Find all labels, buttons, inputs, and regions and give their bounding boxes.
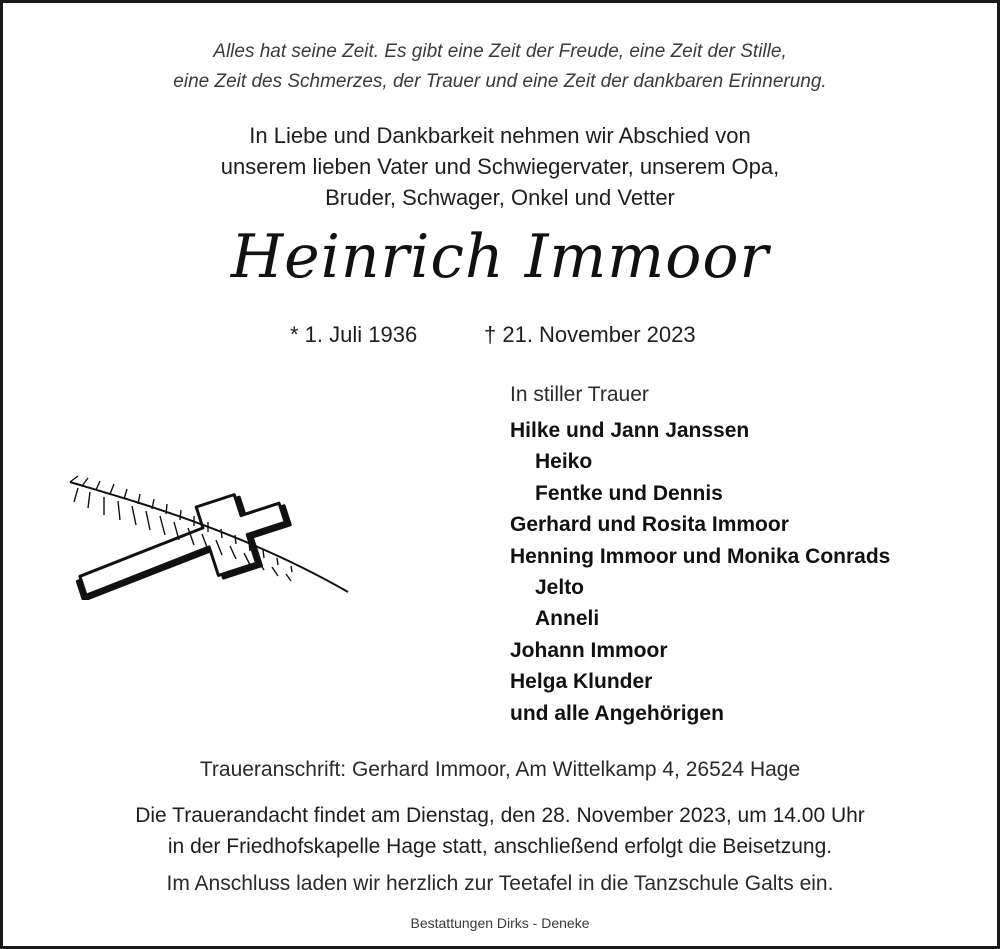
- motto: [0, 37, 1000, 97]
- motto-line: Alles hat seine Zeit. Es gibt eine Zeit der Freude, eine Zeit der Stille,: [213, 41, 787, 62]
- death-date: † 21. November 2023: [484, 322, 696, 347]
- birth-date: * 1. Juli 1936: [290, 322, 418, 347]
- service-line: Die Trauerandacht findet am Dienstag, den 28. November 2023, um 14.00 Uhr: [135, 804, 865, 827]
- mourner-name: Johann Immoor: [510, 638, 668, 662]
- mourner-name: Fentke und Dennis: [535, 481, 723, 505]
- mourner-name: Heiko: [535, 450, 593, 474]
- mourner-name: Anneli: [535, 607, 600, 631]
- invitation: Im Anschluss laden wir herzlich zur Teetafel in die Tanzschule Galts ein.: [166, 872, 834, 895]
- deceased-name: Heinrich Immoor: [230, 222, 770, 292]
- intro-line: In Liebe und Dankbarkeit nehmen wir Abschied von: [249, 123, 751, 148]
- mourner-name: Gerhard und Rosita Immoor: [510, 513, 789, 537]
- mourner-name: Hilke und Jann Janssen: [510, 419, 750, 442]
- mourner-name: und alle Angehörigen: [510, 701, 724, 725]
- mourner-name: Henning Immoor und Monika Conrads: [510, 544, 891, 568]
- cross-and-palm-frond-icon: [60, 470, 360, 605]
- mourner-name: Helga Klunder: [510, 670, 653, 694]
- mourners-list: [510, 378, 890, 729]
- service-line: in der Friedhofskapelle Hage statt, anschließend erfolgt die Beisetzung.: [167, 835, 833, 858]
- intro-text: [0, 120, 1000, 213]
- intro-line: unserem lieben Vater und Schwiegervater, unserem Opa,: [220, 154, 780, 179]
- intro-line: Bruder, Schwager, Onkel und Vetter: [325, 185, 675, 210]
- motto-line: eine Zeit des Schmerzes, der Trauer und eine Zeit der dankbaren Erinnerung.: [173, 71, 827, 92]
- mourner-name: Jelto: [535, 576, 585, 600]
- mourning-address: Traueranschrift: Gerhard Immoor, Am Wittelkamp 4, 26524 Hage: [199, 758, 801, 781]
- mourners-lead: In stiller Trauer: [510, 383, 649, 406]
- undertaker: Bestattungen Dirks - Deneke: [410, 915, 590, 931]
- service-info: [0, 800, 1000, 862]
